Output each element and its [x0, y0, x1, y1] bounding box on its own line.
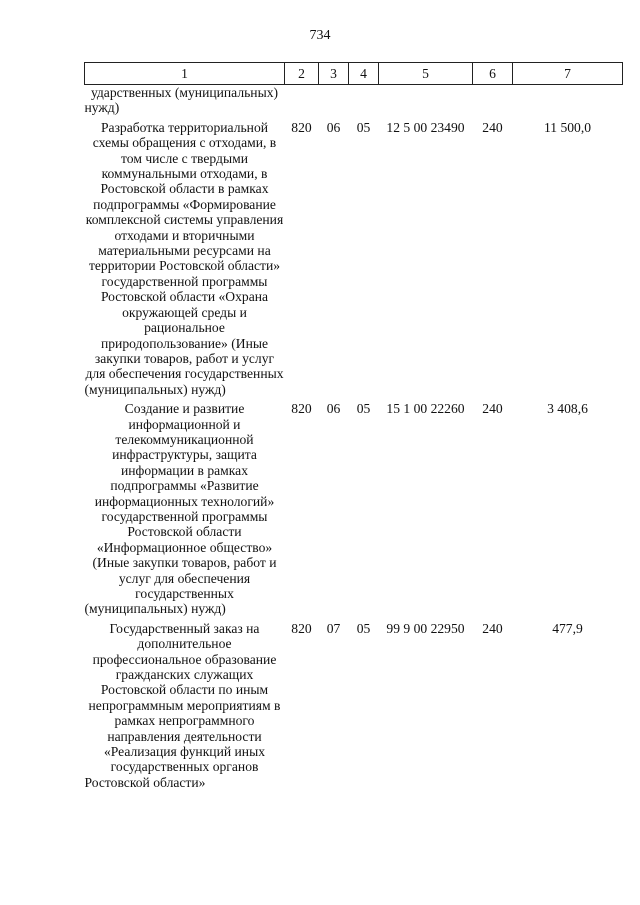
table-row: [85, 621, 623, 794]
column-header: 3: [319, 63, 349, 85]
row-description: Создание и развитие информационной и телекоммуникационной инфраструктуры, защита информации в рамках подпрограммы «Развитие информационных технологий» государственной программы Ростовской области «Информационное общество» (Иные закупки товаров, работ и услуг для обеспечения государственных (муниципальных) нужд): [84, 401, 277, 617]
amount-value: 477,9: [552, 620, 583, 636]
budget-table: [84, 62, 623, 794]
section-code: 06: [326, 119, 341, 135]
section-code: 06: [326, 401, 341, 417]
subsection-code: 05: [356, 401, 371, 417]
table-row-continuation: [85, 85, 623, 120]
column-header: 4: [349, 63, 379, 85]
page-number: 734: [309, 28, 331, 43]
table-row: [85, 120, 623, 401]
section-code: 07: [326, 620, 341, 636]
column-header: 5: [379, 63, 473, 85]
table-header-row: [85, 63, 623, 85]
row-description: Разработка территориальной схемы обращения с отходами, в том числе с твердыми коммунальными отходами, в Ростовской области в рамках подпрограммы «Формирование комплексной системы управления отходами и вторичными материальными ресурсами на территории Ростовской области» государственной программы Ростовской области «Охрана окружающей среды и рациональное природопользование» (Иные закупки товаров, работ и услуг для обеспечения государственных (муниципальных) нужд): [84, 119, 284, 397]
ministry-code: 820: [291, 620, 312, 636]
column-header: 7: [513, 63, 623, 85]
target-article-code: 15 1 00 22260: [386, 401, 465, 417]
column-header: 2: [285, 63, 319, 85]
table-row: [85, 401, 623, 621]
expense-type-code: 240: [482, 119, 503, 135]
amount-value: 11 500,0: [543, 119, 592, 135]
expense-type-code: 240: [482, 620, 503, 636]
subsection-code: 05: [356, 119, 371, 135]
target-article-code: 99 9 00 22950: [386, 620, 465, 636]
ministry-code: 820: [291, 119, 312, 135]
expense-type-code: 240: [482, 401, 503, 417]
amount-value: 3 408,6: [547, 401, 588, 417]
subsection-code: 05: [356, 620, 371, 636]
column-header: 6: [473, 63, 513, 85]
column-header: 1: [85, 63, 285, 85]
ministry-code: 820: [291, 401, 312, 417]
target-article-code: 12 5 00 23490: [386, 119, 465, 135]
row-description: ударственных (муниципальных) нужд): [84, 85, 279, 116]
row-description: Государственный заказ на дополнительное профессиональное образование гражданских служащих Ростовской области по иным непрограммным мероприятиям в рамках непрограммного направления деятельности «Реализация функций иных государственных органов Ростовской области»: [84, 620, 281, 790]
